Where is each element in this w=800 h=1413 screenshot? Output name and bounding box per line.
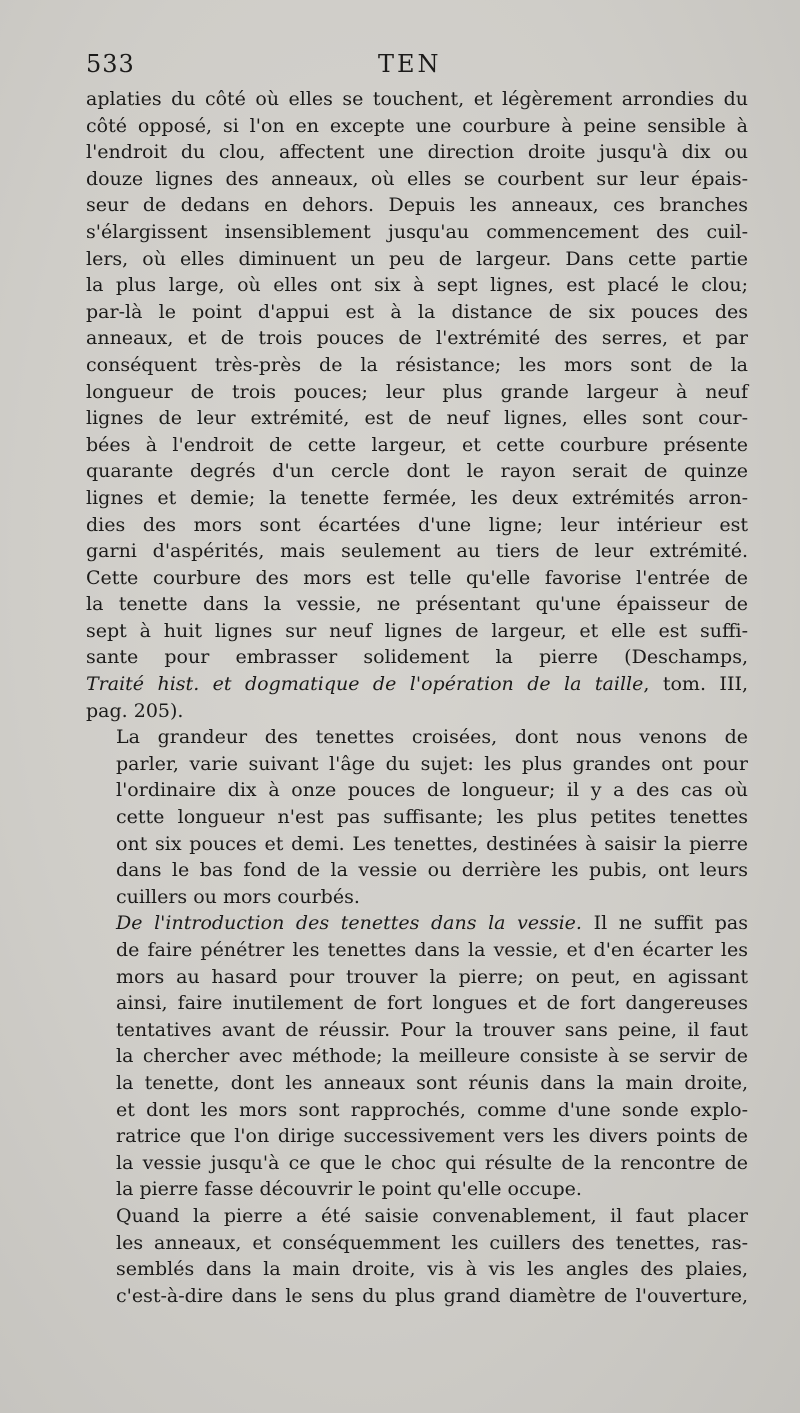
text-line: ainsi, faire inutilement de fort longues et de fort dangereuses [116, 992, 748, 1015]
text-line: les anneaux, et conséquemment les cuillers des tenettes, ras- [116, 1231, 748, 1254]
paragraph-2 [86, 724, 748, 910]
text-line: lignes et demie; la tenette fermée, les deux extrémités arron- [86, 486, 748, 509]
text-line: la tenette, dont les anneaux sont réunis dans la main droite, [116, 1071, 748, 1094]
text-line: bées à l'endroit de cette largeur, et cette courbure présente [86, 433, 748, 456]
text-line: Cette courbure des mors est telle qu'elle favorise l'entrée de [86, 566, 748, 589]
text-line: garni d'aspérités, mais seulement au tiers de leur extrémité. [86, 540, 748, 563]
text-line: cuillers ou mors courbés. [116, 885, 360, 908]
text-line: et dont les mors sont rapprochés, comme d'une sonde explo- [116, 1098, 748, 1121]
paragraph-1 [86, 86, 748, 724]
text-line: seur de dedans en dehors. Depuis les anneaux, ces branches [86, 194, 748, 217]
text-line: conséquent très-près de la résistance; les mors sont de la [86, 353, 748, 376]
text-line: longueur de trois pouces; leur plus grande largeur à neuf [86, 380, 748, 403]
text-line: dans le bas fond de la vessie ou derrière les pubis, ont leurs [116, 859, 748, 882]
text-line: ont six pouces et demi. Les tenettes, destinées à saisir la pierre [116, 832, 748, 855]
text-line: sante pour embrasser solidement la pierre (Deschamps, [86, 646, 748, 669]
citation-title: Traité hist. et dogmatique de l'opération de la taille [86, 673, 644, 696]
section-heading-line [86, 910, 748, 937]
text-line: aplaties du côté où elles se touchent, et légèrement arrondies du [86, 88, 748, 110]
text-line: pag. 205). [86, 699, 184, 722]
citation-line [86, 671, 748, 698]
text-line: La grandeur des tenettes croisées, dont nous venons de [116, 726, 748, 749]
text-line: cette longueur n'est pas suffisante; les plus petites tenettes [116, 806, 748, 829]
text-line: sept à huit lignes sur neuf lignes de largeur, et elle est suffi- [86, 619, 748, 642]
text-line: lers, où elles diminuent un peu de largeur. Dans cette partie [86, 247, 748, 270]
section-heading: De l'introduction des tenettes dans la vessie. [116, 912, 582, 935]
text-line: semblés dans la main droite, vis à vis les angles des plaies, [116, 1258, 748, 1281]
text-run: Il ne suffit pas [581, 912, 748, 935]
text-line: douze lignes des anneaux, où elles se courbent sur leur épais- [86, 167, 748, 190]
text-line: de faire pénétrer les tenettes dans la vessie, et d'en écarter les [116, 939, 748, 961]
text-line: anneaux, et de trois pouces de l'extrémité des serres, et par [86, 327, 748, 350]
text-line: l'ordinaire dix à onze pouces de longueur; il y a des cas où [116, 779, 748, 802]
text-line: ratrice que l'on dirige successivement vers les divers points de [116, 1125, 748, 1148]
text-line: la vessie jusqu'à ce que le choc qui résulte de la rencontre de [116, 1151, 748, 1174]
text-line: la pierre fasse découvrir le point qu'elle occupe. [116, 1178, 582, 1201]
paragraph-3 [86, 910, 748, 1203]
text-line: côté opposé, si l'on en excepte une courbure à peine sensible à [86, 114, 748, 137]
running-head: TEN [378, 50, 442, 78]
text-line: Quand la pierre a été saisie convenablement, il faut placer [116, 1204, 748, 1227]
text-line: quarante degrés d'un cercle dont le rayon serait de quinze [86, 460, 748, 483]
text-line: dies des mors sont écartées d'une ligne; leur intérieur est [86, 513, 748, 536]
paragraph-4 [86, 1203, 748, 1309]
text-line: la tenette dans la vessie, ne présentant qu'une épaisseur de [86, 593, 748, 616]
text-line: tentatives avant de réussir. Pour la trouver sans peine, il faut [116, 1018, 748, 1041]
text-line: par-là le point d'appui est à la distance de six pouces des [86, 300, 748, 323]
text-line: s'élargissent insensiblement jusqu'au commencement des cuil- [86, 220, 748, 243]
text-line: la chercher avec méthode; la meilleure consiste à se servir de [116, 1045, 748, 1068]
text-line: c'est-à-dire dans le sens du plus grand diamètre de l'ouverture, [116, 1284, 748, 1307]
text-line: lignes de leur extrémité, est de neuf lignes, elles sont cour- [86, 407, 748, 430]
citation-volume: , tom. III, [643, 673, 748, 696]
text-line: la plus large, où elles ont six à sept lignes, est placé le clou; [86, 274, 748, 297]
body-text [86, 86, 748, 1309]
page-number: 533 [86, 50, 135, 78]
text-line: mors au hasard pour trouver la pierre; on peut, en agissant [116, 965, 748, 988]
text-line: parler, varie suivant l'âge du sujet: les plus grandes ont pour [116, 752, 748, 775]
text-line: l'endroit du clou, affectent une direction droite jusqu'à dix ou [86, 141, 748, 164]
page-header [86, 50, 726, 84]
